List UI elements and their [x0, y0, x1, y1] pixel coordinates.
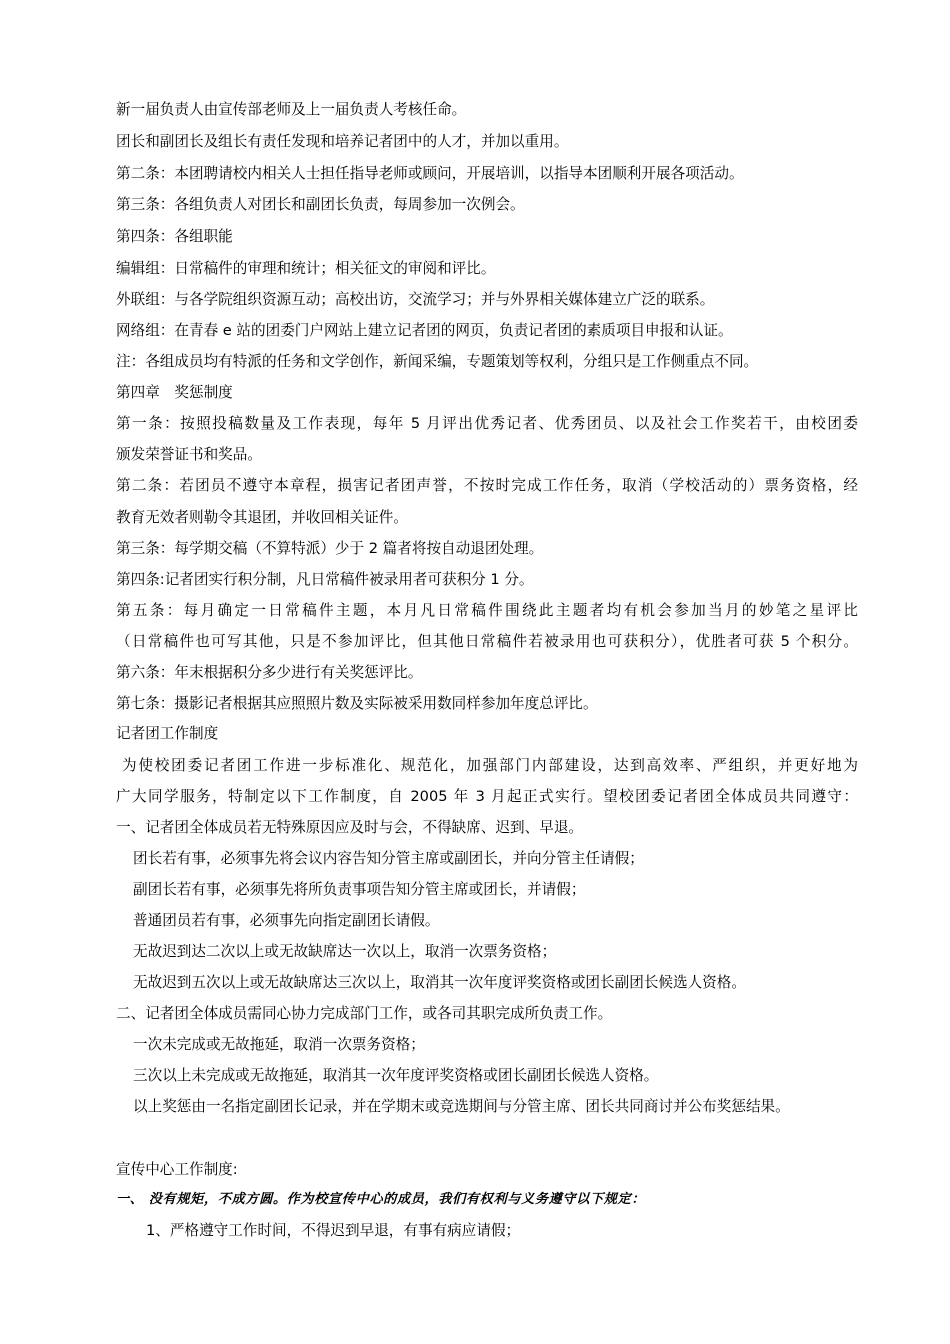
paragraph-line: 第四条:记者团实行积分制，凡日常稿件被录用者可获积分 1 分。	[116, 571, 534, 588]
paragraph-line: 第三条：各组负责人对团长和副团长负责，每周参加一次例会。	[116, 196, 525, 213]
rule-subitem: 以上奖惩由一名指定副团长记录，并在学期末或竞选期间与分管主席、团长共同商讨并公布奖惩结果。	[133, 1098, 790, 1115]
rule-subitem: 一次未完成或无故拖延，取消一次票务资格；	[133, 1036, 425, 1053]
paragraph-line: 第五条：每月确定一日常稿件主题，本月凡日常稿件围绕此主题者均有机会参加当月的妙笔之星评比	[116, 602, 858, 619]
paragraph-line: 第一条：按照投稿数量及工作表现，每年 5 月评出优秀记者、优秀团员、以及社会工作奖若干，由校团委	[116, 415, 858, 432]
rule-subitem: 团长若有事，必须事先将会议内容告知分管主席或副团长，并向分管主任请假；	[133, 850, 644, 867]
paragraph-line: 为使校团委记者团工作进一步标准化、规范化，加强部门内部建设，达到高效率、严组织，并更好地为	[122, 757, 858, 774]
rule-item: 一、记者团全体成员若无特殊原因应及时与会，不得缺席、迟到、早退。	[116, 819, 584, 836]
rule-item: 二、记者团全体成员需同心协力完成部门工作，或各司其职完成所负责工作。	[116, 1005, 613, 1022]
rule-item: 一、 没有规矩，不成方圆。作为校宣传中心的成员，我们有权利与义务遵守以下规定：	[116, 1192, 646, 1207]
section-heading: 宣传中心工作制度:	[116, 1161, 238, 1178]
rule-subitem: 普通团员若有事，必须事先向指定副团长请假。	[133, 912, 440, 929]
paragraph-line: 颁发荣誉证书和奖品。	[116, 446, 262, 463]
chapter-heading: 第四章 奖惩制度	[116, 384, 233, 401]
paragraph-line: 外联组：与各学院组织资源互动；高校出访，交流学习；并与外界相关媒体建立广泛的联系。	[116, 291, 715, 308]
rule-subitem: 无故迟到五次以上或无故缺席达三次以上，取消其一次年度评奖资格或团长副团长候选人资格。	[133, 974, 746, 991]
paragraph-line: 第三条：每学期交稿（不算特派）少于 2 篇者将按自动退团处理。	[116, 540, 544, 557]
rule-subitem: 副团长若有事，必须事先将所负责事项告知分管主席或团长，并请假；	[133, 881, 586, 898]
paragraph-line: 教育无效者则勒令其退团，并收回相关证件。	[116, 509, 408, 526]
paragraph-line: 第二条：若团员不遵守本章程，损害记者团声誉，不按时完成工作任务，取消（学校活动的）票务资格，经	[116, 477, 858, 494]
paragraph-line: 第七条：摄影记者根据其应照照片数及实际被采用数同样参加年度总评比。	[116, 695, 598, 712]
paragraph-line: 第四条：各组职能	[116, 228, 233, 245]
paragraph-line: 新一届负责人由宣传部老师及上一届负责人考核任命。	[116, 101, 467, 118]
paragraph-line: 注：各组成员均有特派的任务和文学创作，新闻采编，专题策划等权利，分组只是工作侧重点不同。	[116, 353, 759, 370]
paragraph-line: 第六条：年末根据积分多少进行有关奖惩评比。	[116, 664, 423, 681]
paragraph-line: （日常稿件也可写其他，只是不参加评比，但其他日常稿件若被录用也可获积分），优胜者可获 5 个积分。	[116, 633, 858, 650]
paragraph-line: 团长和副团长及组长有责任发现和培养记者团中的人才，并加以重用。	[116, 133, 569, 150]
rule-subitem: 无故迟到达二次以上或无故缺席达一次以上，取消一次票务资格；	[133, 943, 557, 960]
paragraph-line: 编辑组：日常稿件的审理和统计；相关征文的审阅和评比。	[116, 260, 496, 277]
rule-subitem: 1、严格遵守工作时间，不得迟到早退，有事有病应请假；	[146, 1222, 521, 1239]
paragraph-line: 网络组：在青春 e 站的团委门户网站上建立记者团的网页，负责记者团的素质项目申报和认证。	[116, 322, 733, 339]
rule-subitem: 三次以上未完成或无故拖延，取消其一次年度评奖资格或团长副团长候选人资格。	[133, 1067, 659, 1084]
paragraph-line: 广大同学服务，特制定以下工作制度，自 2005 年 3 月起正式实行。望校团委记者团全体成员共同遵守：	[116, 788, 858, 805]
section-heading: 记者团工作制度	[116, 725, 219, 742]
paragraph-line: 第二条：本团聘请校内相关人士担任指导老师或顾问，开展培训，以指导本团顺利开展各项活动。	[116, 165, 744, 182]
